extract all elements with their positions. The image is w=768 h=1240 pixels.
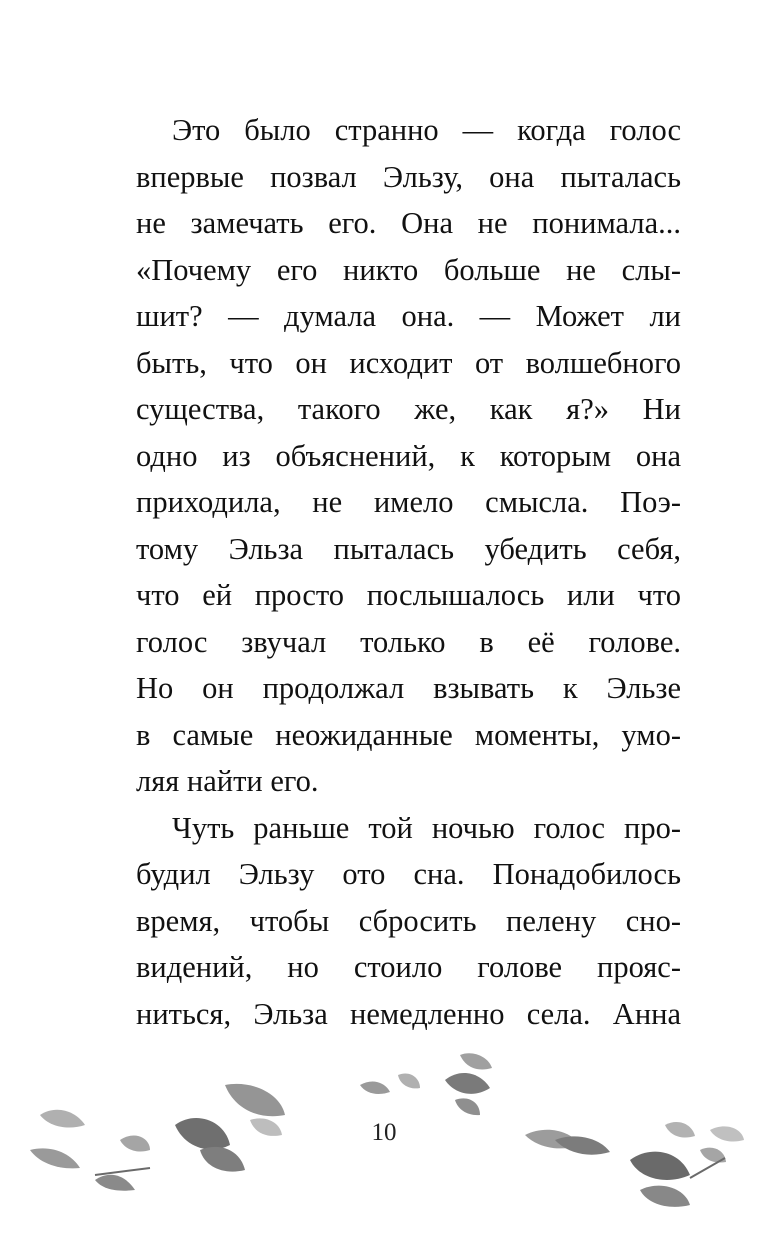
text-line: впервые позвал Эльзу, она пыталась [136, 159, 681, 194]
text-line: Это было странно — когда голос [172, 113, 681, 147]
text-line: Чуть раньше той ночью голос про- [172, 810, 681, 845]
leaf-icon [30, 1148, 80, 1168]
text-line: «Почему его никто больше не слы- [136, 252, 681, 287]
text-line: ляя найти его. [136, 764, 319, 798]
text-line: Но он продолжал взывать к Эльзе [136, 671, 681, 705]
leaf-icon [398, 1073, 420, 1088]
leaf-icon [225, 1084, 285, 1116]
text-line: одно из объяснений, к которым она [136, 438, 681, 473]
text-line: голос звучал только в её голове. [136, 624, 681, 659]
text-line: тому Эльза пыталась убедить себя, [136, 531, 681, 566]
text-line: шит? — думала она. — Может ли [136, 299, 681, 333]
leaf-icon [360, 1081, 390, 1093]
leaf-icon [455, 1098, 480, 1115]
text-line: быть, что он исходит от волшебного [136, 345, 681, 380]
leaf-icon [200, 1147, 245, 1172]
paragraph-1 [136, 107, 681, 805]
stem-icon [95, 1168, 150, 1175]
leaf-icon [640, 1186, 690, 1207]
text-line: время, чтобы сбросить пелену сно- [136, 903, 681, 938]
leaf-icon [630, 1152, 690, 1180]
text-line: будил Эльзу ото сна. Понадобилось [136, 857, 681, 891]
page-number: 10 [371, 1119, 397, 1146]
leaf-icon [95, 1175, 135, 1191]
leaf-icon [445, 1073, 490, 1094]
text-line: что ей просто послышалось или что [136, 578, 681, 612]
stem-icon [690, 1158, 725, 1178]
page-body-text [136, 107, 681, 1037]
text-line: видений, но стоило голове прояс- [136, 950, 681, 984]
leaf-cluster-center [360, 1053, 492, 1115]
text-line: не замечать его. Она не понимала... [136, 206, 681, 240]
leaf-icon [460, 1053, 492, 1069]
paragraph-2 [136, 805, 681, 1038]
text-line: существа, такого же, как я?» Ни [136, 392, 681, 426]
text-line: приходила, не имело смысла. Поэ- [136, 485, 681, 519]
text-line: ниться, Эльза немедленно села. Анна [136, 996, 681, 1031]
text-line: в самые неожиданные моменты, умо- [136, 717, 681, 752]
